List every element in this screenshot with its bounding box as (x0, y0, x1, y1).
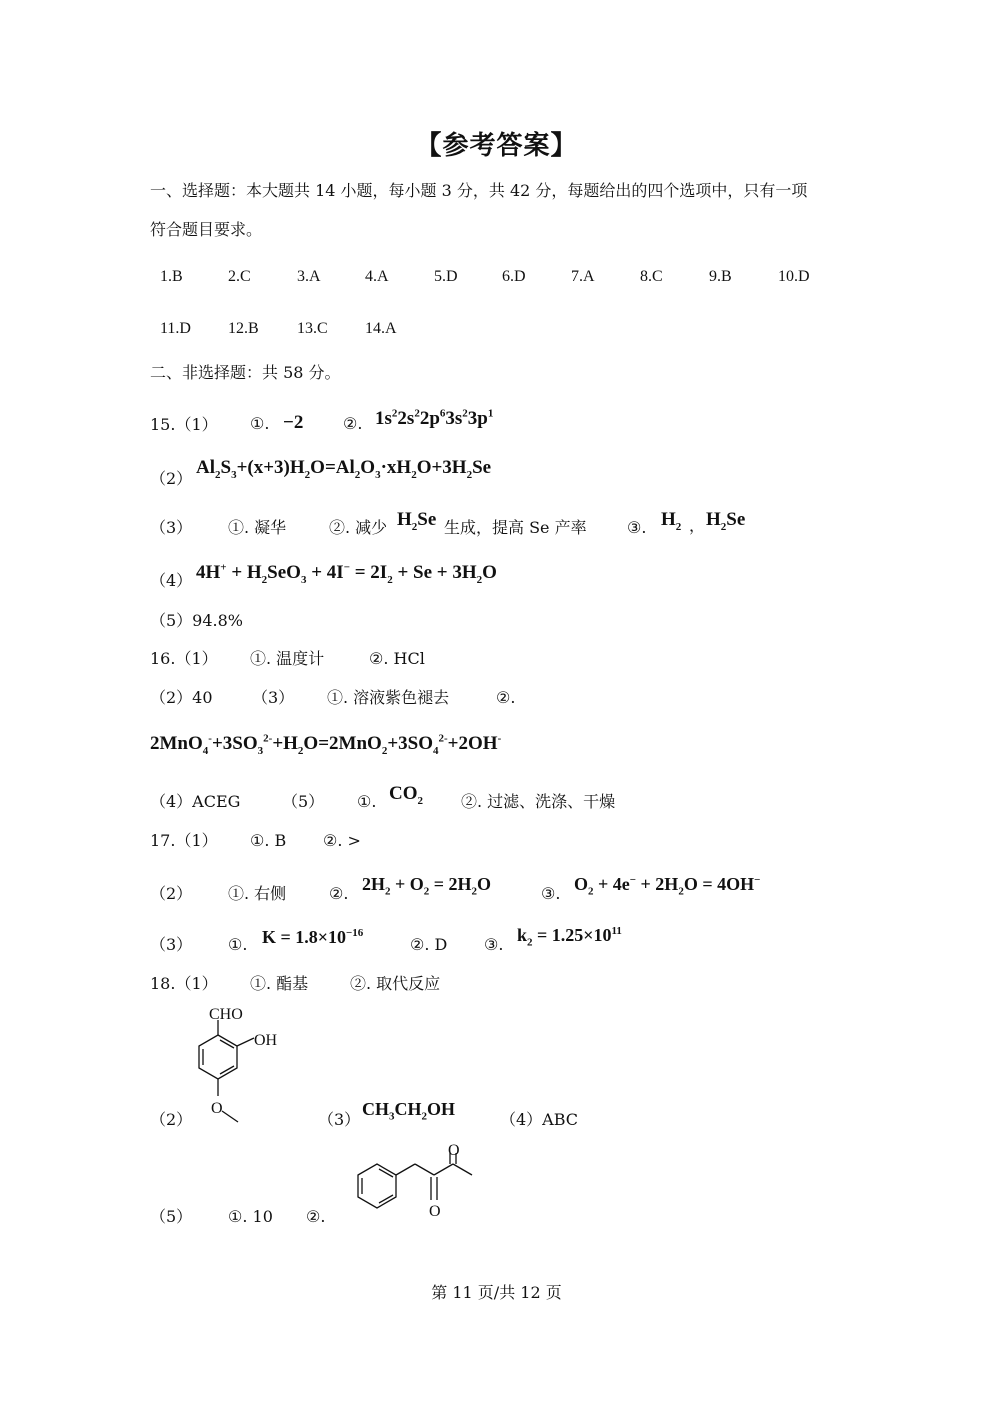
q15-part4-equation: $4H^+ + H_2SeO_3 + 4I^- = 2I_2 + Se + 3H_2O$ (196, 561, 497, 586)
ketone-o-label-2: O (429, 1203, 441, 1220)
q18-part5-structure (335, 1135, 495, 1230)
mc-answer-9: 9.B (709, 268, 732, 285)
q15-part2-equation: $Al_2S_3+(x+3)H_2O=Al_2O_3\cdot xH_2O+3H_2Se$ (196, 457, 492, 481)
q18-part4: （4）ABC (500, 1110, 579, 1129)
mc-answer-3: 3.A (297, 268, 321, 285)
q15-part3-h2: $H_2$ (661, 509, 682, 533)
mc-answer-10: 10.D (778, 268, 810, 285)
benzene-ring-2 (358, 1164, 396, 1208)
benzene-ring (199, 1035, 237, 1079)
q17-part3-choice2: ②. D (410, 935, 448, 954)
q17-part3-choice1: ①. (228, 935, 248, 954)
q16-part3-choice2: ②. (496, 688, 516, 707)
q17-part3-k-value: $K = 1.8\times 10^{-16}$ (262, 927, 364, 947)
ketone-o-label-1: O (448, 1142, 460, 1159)
q15-part3-choice1: ①. 凝华 (228, 518, 287, 537)
q16-part4: （4）ACEG (150, 792, 241, 811)
q16-part1-label: 16.（1） (150, 649, 218, 668)
q18-part5-label: （5） (150, 1207, 193, 1226)
section1-intro-cont: 符合题目要求。 (150, 220, 263, 239)
q15-part1-choice1: ①. (250, 414, 270, 433)
page-footer: 第 11 页/共 12 页 (431, 1283, 562, 1302)
q16-part5-choice1: ①. (357, 792, 377, 811)
q16-part5-choice2: ②. 过滤、洗涤、干燥 (461, 792, 616, 811)
q17-part2-choice1: ①. 右侧 (228, 884, 287, 903)
mc-answer-14: 14.A (365, 320, 397, 337)
q17-part1-choice2: ②. > (323, 831, 361, 850)
q18-part5-choice1: ①. 10 (228, 1207, 273, 1226)
q17-part1-choice1: ①. B (250, 831, 287, 850)
q17-part3-label: （3） (150, 935, 193, 954)
mc-answer-8: 8.C (640, 268, 663, 285)
q16-part1-choice2: ②. HCl (369, 649, 425, 668)
mc-answer-7: 7.A (571, 268, 595, 285)
q17-part2-label: （2） (150, 884, 193, 903)
q15-part3-label: （3） (150, 518, 193, 537)
q15-part3-choice2-text: 生成，提高 Se 产率 (444, 518, 587, 537)
mc-answer-1: 1.B (160, 268, 183, 285)
q16-part5-co2: $CO_2$ (389, 783, 423, 807)
q15-part3-choice3: ③. (627, 518, 647, 537)
q17-part2-electrode-equation: $O_2 + 4e^- + 2H_2O = 4OH^-$ (574, 874, 761, 898)
q15-part3-h2se: $H_2Se$ (397, 509, 437, 533)
q18-part1-choice2: ②. 取代反应 (350, 974, 441, 993)
mc-answer-2: 2.C (228, 268, 251, 285)
q18-part2-structure (180, 1000, 300, 1130)
q16-part3-equation: $2MnO_4^-+3SO_3^{2-}+H_2O=2MnO_2+3SO_4^{2-}+2OH^-$ (150, 732, 502, 757)
q18-part2-label: （2） (150, 1110, 193, 1129)
q18-part1-label: 18.（1） (150, 974, 218, 993)
mc-answer-12: 12.B (228, 320, 259, 337)
q18-part5-choice2: ②. (306, 1207, 326, 1226)
page-title: 【参考答案】 (415, 131, 578, 161)
q18-part3-ethanol: $CH_3CH_2OH$ (362, 1099, 456, 1123)
section2-intro: 二、非选择题：共 58 分。 (150, 363, 341, 382)
mc-answer-13: 13.C (297, 320, 328, 337)
q16-part5-label: （5） (282, 792, 325, 811)
mc-answer-11: 11.D (160, 320, 191, 337)
q17-part3-choice3: ③. (484, 935, 504, 954)
q18-part3-label: （3） (318, 1110, 361, 1129)
q16-part3-choice1: ①. 溶液紫色褪去 (327, 688, 450, 707)
mc-answer-5: 5.D (434, 268, 458, 285)
q15-part3-choice2: ②. 减少 (329, 518, 388, 537)
q17-part2-choice2: ②. (329, 884, 349, 903)
q15-part4-label: （4） (150, 571, 193, 590)
o-label: O (211, 1100, 223, 1117)
q15-part1-electron-config: $1s^22s^22p^63s^23p^1$ (375, 407, 494, 429)
q15-part3-separator: ， (689, 516, 706, 535)
q15-part1-value1: −2 (283, 412, 304, 433)
q16-part1-choice1: ①. 温度计 (250, 649, 325, 668)
q15-part3-h2se-2: $H_2Se$ (706, 509, 746, 533)
q15-part5: （5）94.8% (150, 611, 244, 630)
q17-part3-k2-value: $k_2 = 1.25\times 10^{11}$ (517, 925, 622, 949)
q15-part1-label: 15.（1） (150, 415, 218, 434)
q17-part1-label: 17.（1） (150, 831, 218, 850)
q16-part2: （2）40 (150, 688, 213, 707)
mc-answer-6: 6.D (502, 268, 526, 285)
cho-label: CHO (209, 1006, 243, 1023)
mc-answer-4: 4.A (365, 268, 389, 285)
q18-part1-choice1: ①. 酯基 (250, 974, 309, 993)
q15-part1-choice2: ②. (343, 414, 363, 433)
section1-intro: 一、选择题：本大题共 14 小题，每小题 3 分，共 42 分，每题给出的四个选项中，只有一项 (150, 181, 808, 200)
oh-label: OH (254, 1032, 278, 1049)
q16-part3-label: （3） (252, 688, 295, 707)
q15-part2-label: （2） (150, 469, 193, 488)
q17-part2-equation: $2H_2 + O_2 = 2H_2O$ (362, 874, 492, 898)
q17-part2-choice3: ③. (541, 884, 561, 903)
